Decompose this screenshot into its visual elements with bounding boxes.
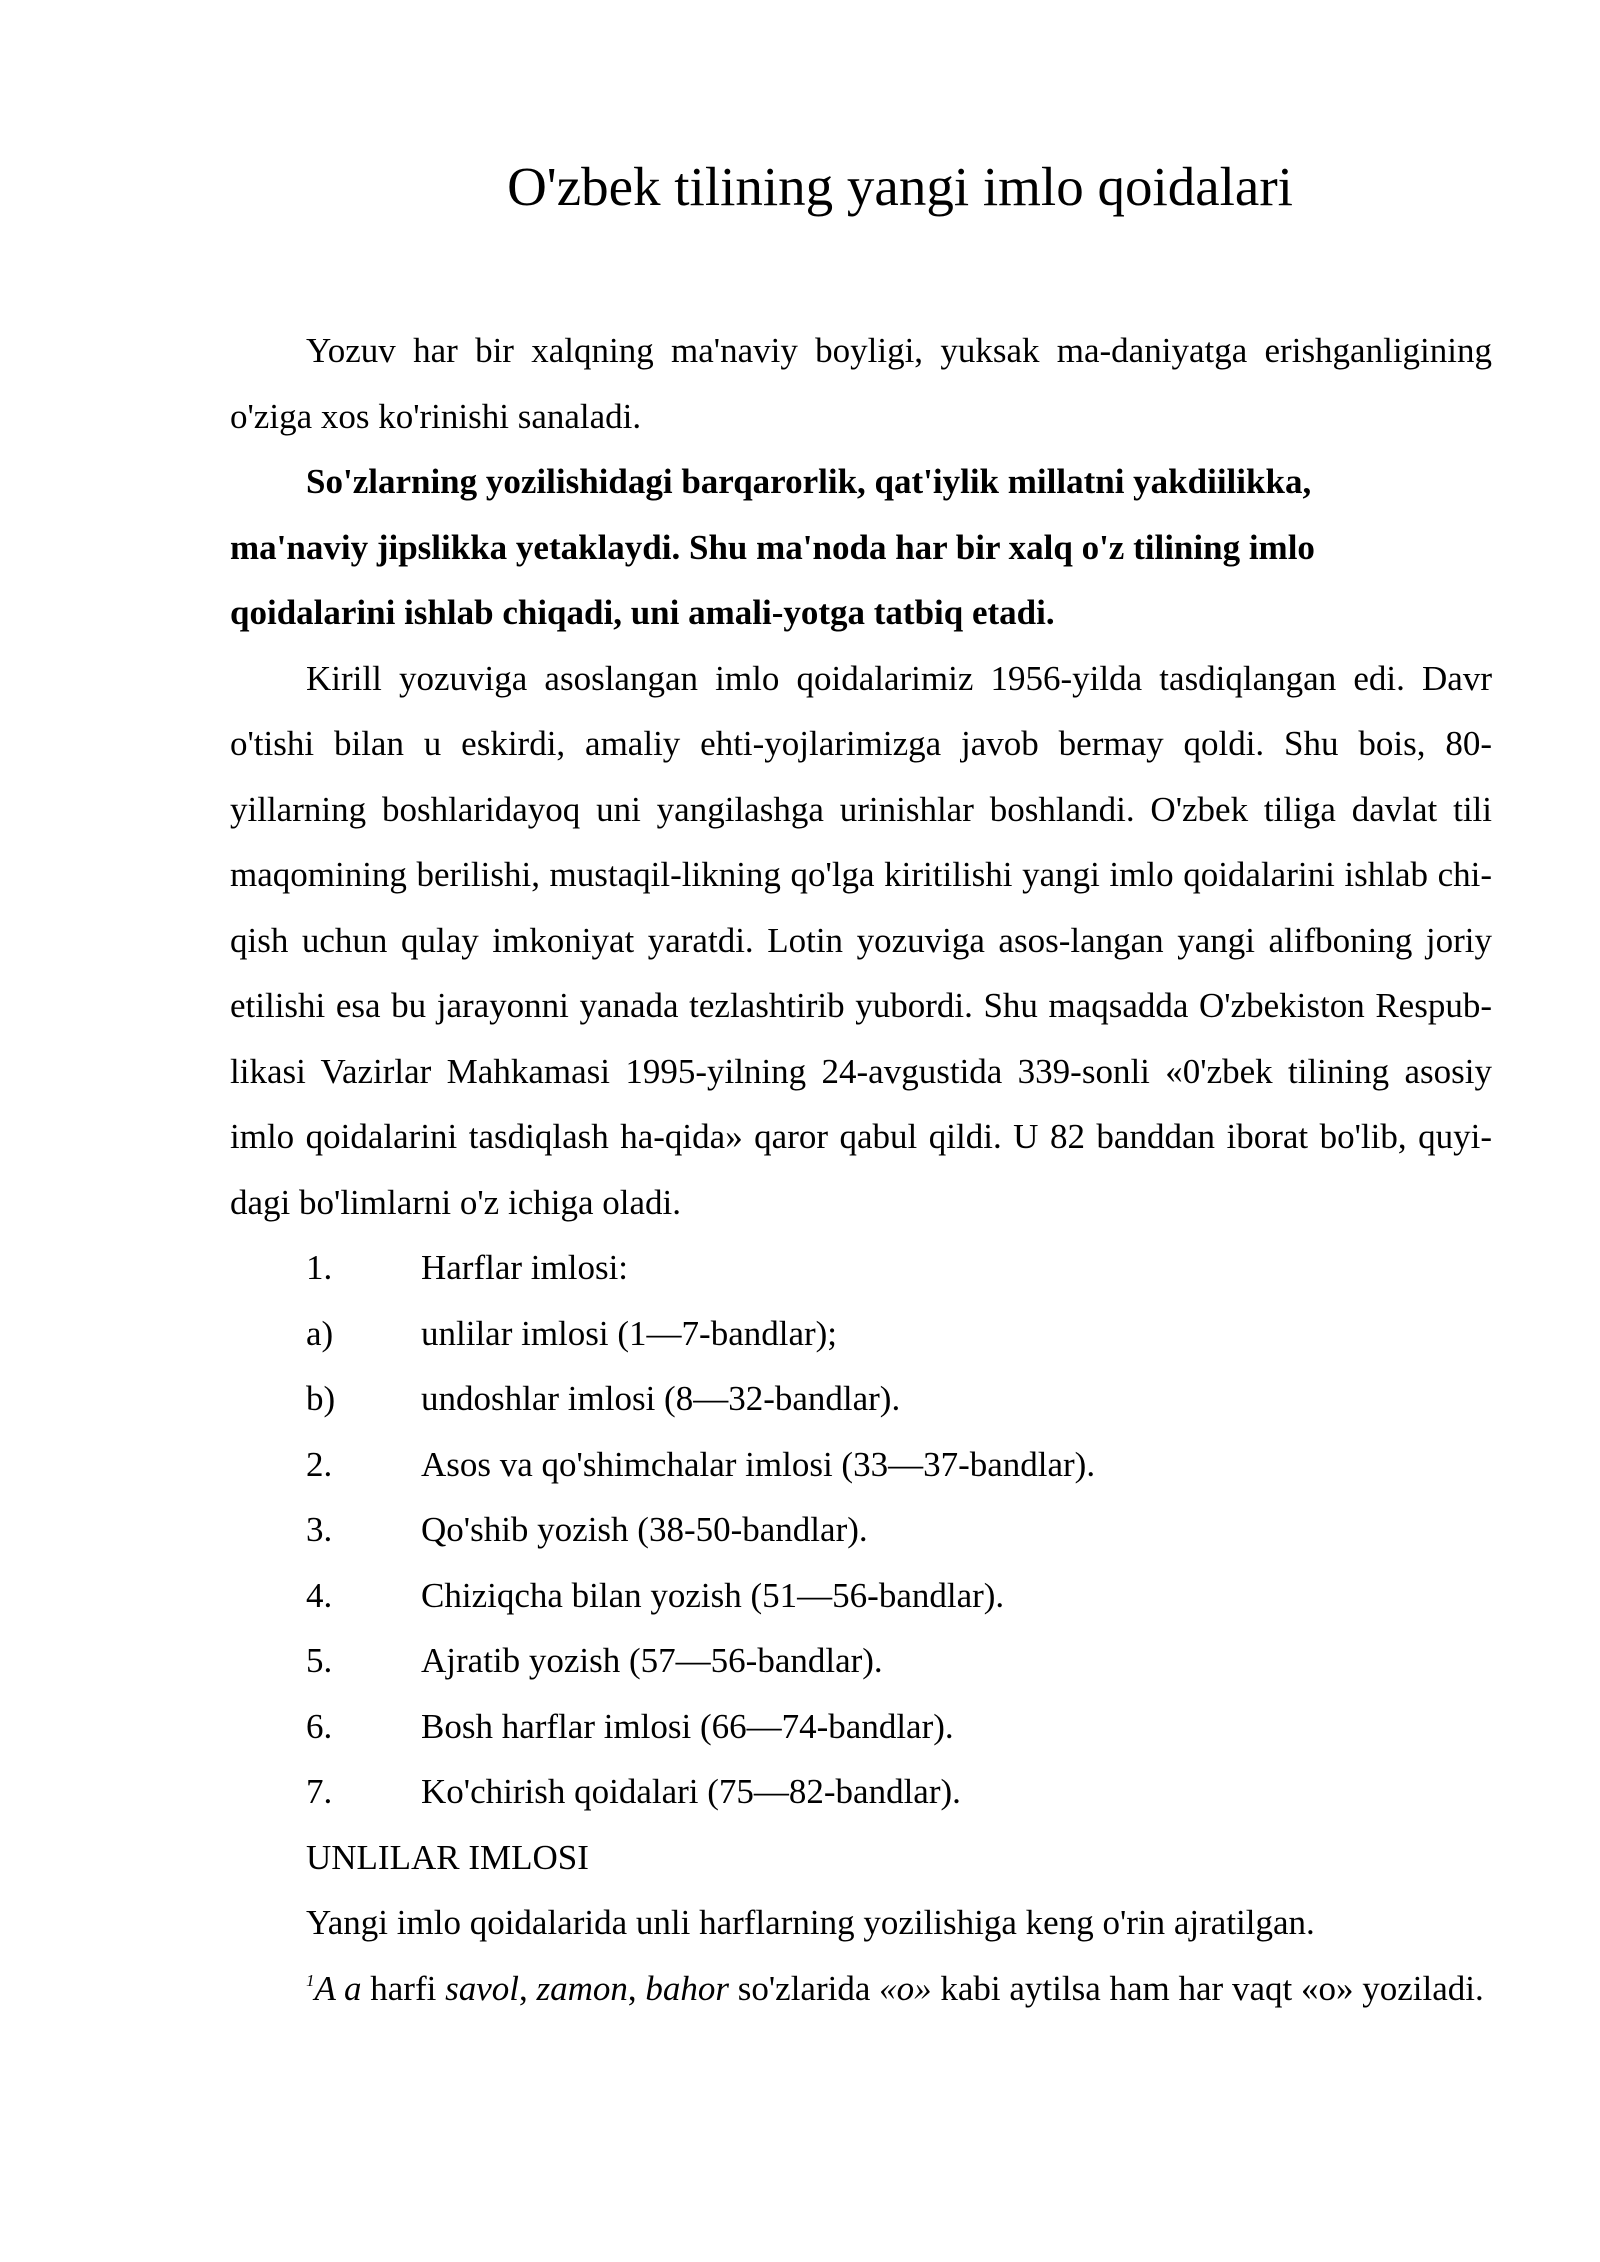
paragraph-history: Kirill yozuviga asoslangan imlo qoidalarimiz 1956-yilda tasdiqlangan edi. Davr o'tishi bilan u eskirdi, amaliy ehti-yojlarimizga javob bermay qoldi. Shu bois, 80-yillarning boshlaridayoq uni yangilashga urinishlar boshlandi. O'zbek tiliga davlat tili maqomining berilishi, mustaqil-likning qo'lga kiritilishi yangi imlo qoidalarini ishlab chi-qish uchun qulay imkoniyat yaratdi. Lotin yozuviga asos-langan yangi alifboning joriy etilishi esa bu jarayonni yanada tezlashtirib yubordi. Shu maqsadda O'zbekiston Respub-likasi Vazirlar Mahkamasi 1995-yilning 24-avgustida 339-sonli «0'zbek tilining asosiy imlo qoidalarini tasdiqlash ha-qida» qaror qabul qildi. U 82 banddan iborat bo'lib, quyi-dagi bo'limlarni o'z ichiga oladi. (230, 658, 1492, 1222)
list-item (230, 1497, 1492, 1563)
list-text: Ajratib yozish (57—56-bandlar). (421, 1641, 883, 1680)
rule-a (230, 1956, 1492, 2022)
list-marker: 3. (306, 1510, 333, 1549)
list-marker: a) (306, 1313, 334, 1353)
section-heading: UNLILAR IMLOSI (306, 1837, 589, 1877)
list-text: Qo'shib yozish (38-50-bandlar). (421, 1510, 868, 1549)
list-marker: 1. (306, 1248, 333, 1287)
footnote-mark: 1 (306, 1970, 315, 1990)
list-marker: 6. (306, 1706, 333, 1746)
rule-text: harfi (361, 1968, 446, 2008)
bold-line-2: ma'naviy jipslikka yetaklaydi. Shu ma'noda har bir xalq o'z tilining imlo (230, 527, 1315, 567)
list-text: Harflar imlosi: (421, 1248, 629, 1287)
list-marker: 4. (306, 1575, 333, 1615)
document-body (230, 318, 1492, 2021)
list-item (230, 1301, 1492, 1367)
list-item (230, 1694, 1492, 1760)
list-text: Ko'chirish qoidalari (75—82-bandlar). (421, 1772, 961, 1811)
bold-line-1: So'zlarning yozilishidagi barqarorlik, qat'iylik millatni yakdiilikka, (306, 462, 1312, 501)
rule-separator: , (627, 1968, 646, 2008)
list-text: Chiziqcha bilan yozish (51—56-bandlar). (421, 1575, 1005, 1615)
list-marker: 2. (306, 1444, 333, 1484)
list-item (230, 1563, 1492, 1629)
list-item (230, 1366, 1492, 1432)
section-intro: Yangi imlo qoidalarida unli harflarning yozilishiga keng o'rin ajratilgan. (306, 1903, 1315, 1942)
list-item (230, 1432, 1492, 1498)
section-list (230, 1235, 1492, 1825)
list-text: Bosh harflar imlosi (66—74-bandlar). (421, 1706, 954, 1746)
rule-separator: , (518, 1968, 537, 2008)
example-word: bahor (645, 1968, 729, 2008)
list-item (230, 1235, 1492, 1301)
list-text: Asos va qo'shimchalar imlosi (33—37-bandlar). (421, 1444, 1096, 1484)
rule-text: so'zlarida (729, 1968, 880, 2008)
bold-line-3: qoidalarini ishlab chiqadi, uni amali-yotga tatbiq etadi. (230, 593, 1055, 632)
paragraph-intro: Yozuv har bir xalqning ma'naviy boyligi, yuksak ma-daniyatga erishganligining o'ziga xos ko'rinishi sanaladi. (230, 331, 1492, 436)
example-word: zamon (536, 1968, 628, 2008)
list-item (230, 1759, 1492, 1825)
example-word: savol (445, 1968, 519, 2008)
list-marker: 7. (306, 1772, 333, 1811)
list-text: undoshlar imlosi (8—32-bandlar). (421, 1379, 901, 1418)
list-text: unlilar imlosi (1—7-bandlar); (421, 1313, 838, 1353)
document-title: O'zbek tilining yangi imlo qoidalari (507, 156, 1293, 217)
list-item (230, 1628, 1492, 1694)
quoted-letter: «o» (879, 1968, 932, 2008)
paragraph-bold (230, 449, 1492, 646)
rule-text: kabi aytilsa ham har vaqt «o» yoziladi. (931, 1968, 1484, 2008)
rule-letter: A a (314, 1968, 362, 2008)
list-marker: b) (306, 1379, 336, 1418)
list-marker: 5. (306, 1641, 333, 1680)
